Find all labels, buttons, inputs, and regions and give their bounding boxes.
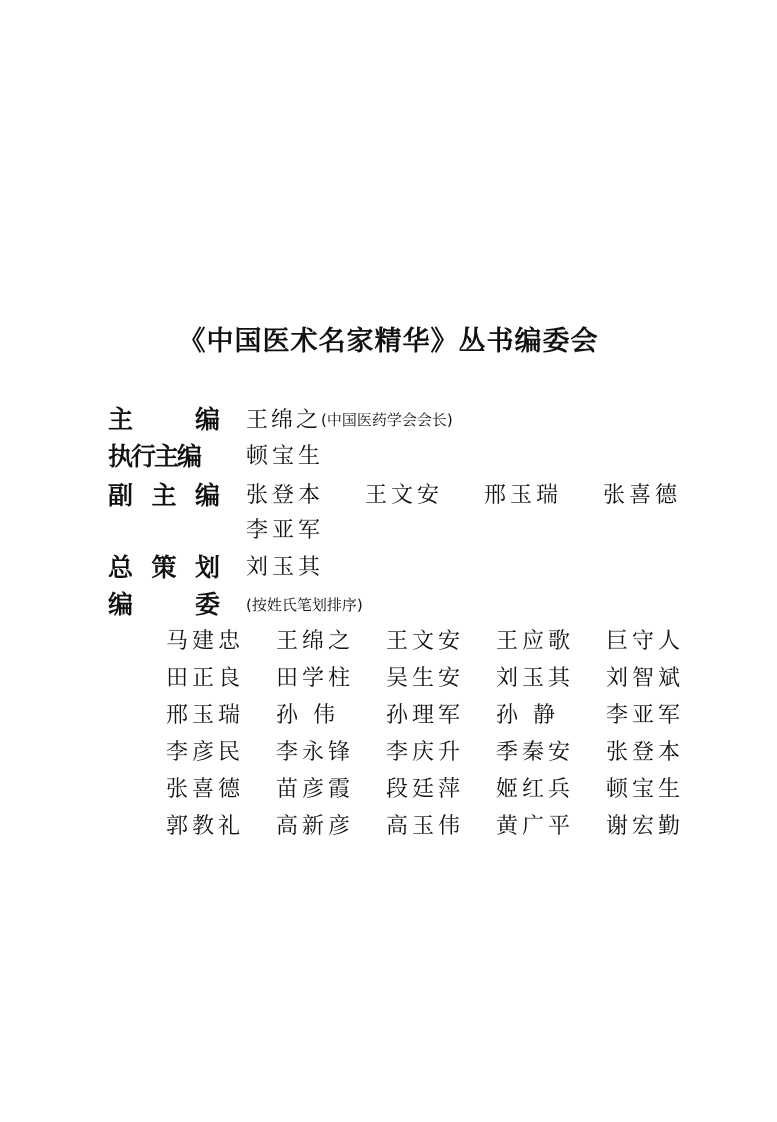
member-name: 张登本: [606, 740, 685, 765]
member-name: 王应歌: [496, 629, 575, 654]
person-name: 邢玉瑞: [484, 483, 563, 508]
role-label-char: 编: [108, 590, 134, 619]
role-names-chief-planner: [246, 553, 358, 583]
person-name: 王绵之: [246, 408, 322, 433]
role-label-deputy-editor: [108, 481, 220, 511]
member-name: 孙理军: [386, 703, 465, 728]
member-name: 巨守人: [606, 629, 685, 654]
member-name: 顿宝生: [606, 777, 685, 802]
member-name: 黄广平: [496, 814, 575, 839]
member-name: 郭教礼: [166, 814, 245, 839]
person-name: 张登本: [246, 483, 325, 508]
role-names-chief-editor: [246, 405, 453, 436]
member-name: 王文安: [386, 629, 465, 654]
role-label-char: 主: [151, 481, 177, 510]
member-name: 谢宏勤: [606, 814, 685, 839]
member-name: 张喜德: [166, 777, 245, 802]
member-name: 李永锋: [276, 740, 355, 765]
role-label-char: 主: [108, 405, 134, 434]
role-label-board-members: [108, 590, 220, 620]
role-names-deputy-editor: [246, 481, 681, 511]
member-name: 刘玉其: [496, 666, 575, 691]
member-name: 苗彦霞: [276, 777, 355, 802]
member-name: 姬红兵: [496, 777, 575, 802]
role-label-char: 副: [108, 481, 134, 510]
person-name: 张喜德: [603, 483, 682, 508]
member-name: 李庆升: [386, 740, 465, 765]
members-grid: [166, 627, 716, 849]
role-label-chief-planner: [108, 553, 220, 583]
member-name: 李彦民: [166, 740, 245, 765]
person-name: 王文安: [365, 483, 444, 508]
member-name: 高新彦: [276, 814, 355, 839]
role-names-board-members: [246, 590, 363, 621]
role-label-char: 编: [194, 481, 220, 510]
member-name: 刘智斌: [606, 666, 685, 691]
role-note: (中国医药学会会长): [321, 411, 453, 429]
member-name: 高玉伟: [386, 814, 465, 839]
role-label-char: 执行主编: [108, 442, 201, 471]
member-name: 季秦安: [496, 740, 575, 765]
member-name: 王绵之: [276, 629, 355, 654]
role-names-deputy-editor-line2: [246, 516, 358, 546]
role-label-char: 划: [194, 553, 220, 582]
member-name: 田正良: [166, 666, 245, 691]
member-name: 孙 伟: [276, 703, 339, 728]
page-title: 《中国医术名家精华》丛书编委会: [178, 326, 599, 357]
role-label-char: 委: [194, 590, 220, 619]
member-name: 吴生安: [386, 666, 465, 691]
member-name: 段廷萍: [386, 777, 465, 802]
member-name: 李亚军: [606, 703, 685, 728]
role-label-char: 策: [151, 553, 177, 582]
member-name: 田学柱: [276, 666, 355, 691]
role-label-executive-editor: [108, 442, 220, 472]
member-name: 邢玉瑞: [166, 703, 245, 728]
person-name: 顿宝生: [246, 444, 325, 469]
role-label-char: 编: [194, 405, 220, 434]
person-name: 刘玉其: [246, 555, 325, 580]
role-note: (按姓氏笔划排序): [246, 596, 363, 614]
role-names-executive-editor: [246, 442, 358, 472]
person-name: 李亚军: [246, 518, 325, 543]
member-name: 孙 静: [496, 703, 559, 728]
member-name: 马建忠: [166, 629, 245, 654]
role-label-char: 总: [108, 553, 134, 582]
role-label-chief-editor: [108, 405, 220, 435]
